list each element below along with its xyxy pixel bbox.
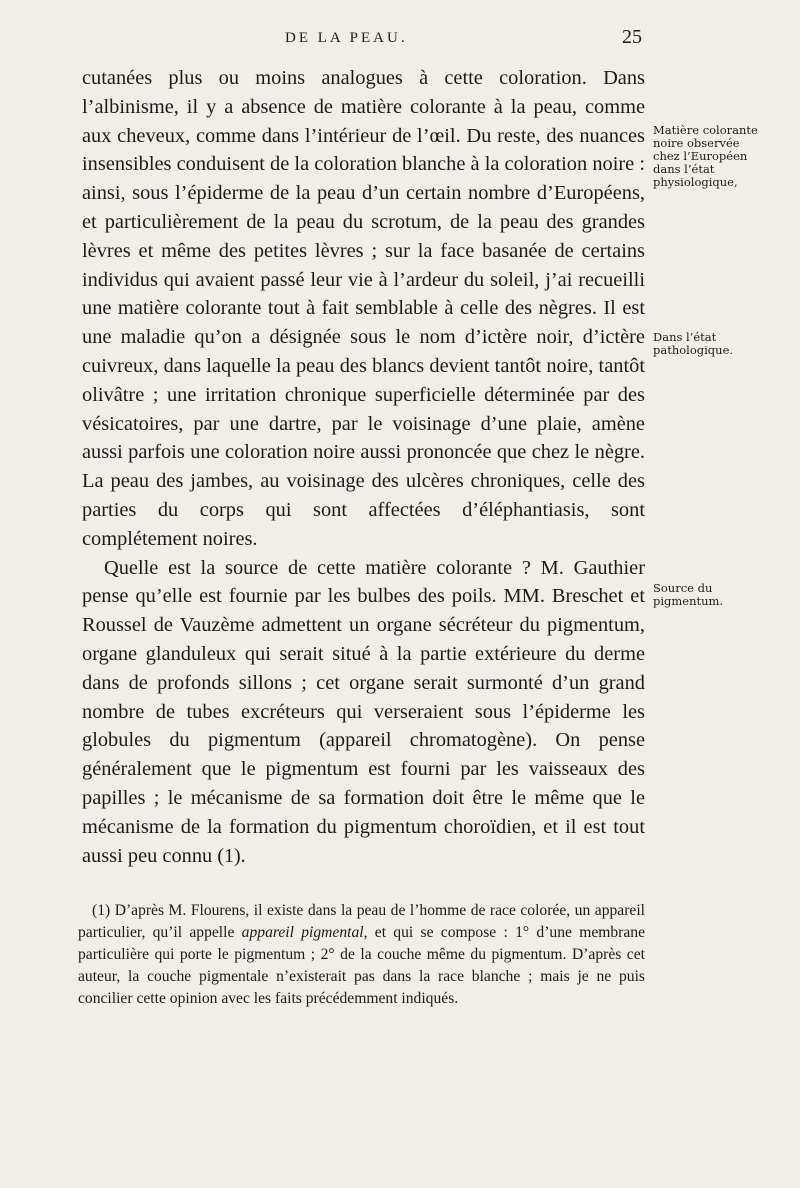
margin-note-pathological: Dans l’état pathologique. [653,330,734,357]
paragraph-1: cutanées plus ou moins analogues à cette coloration. Dans l’albinisme, il y a absence de matière colorante à la peau, comme aux cheveux, comme dans l’intérieur de l’œil. Du reste, des nuances insensibles conduisent de la coloration blanche à la coloration noire : ainsi, sous l’épiderme de la peau d’un certain nombre d’Européens, et particulièrement de la peau du scrotum, de la peau des grandes lèvres et même des petites lèvres ; sur la face basanée de certains individus qui avaient passé leur vie à l’ardeur du soleil, j’ai recueilli une matière colorante tout à fait semblable à celle des nègres. Il est une maladie qu’on a désignée sous le nom d’ictère noir, d’ictère cuivreux, dans laquelle la peau des blancs devient tantôt noire, tantôt olivâtre ; une irritation chronique superficielle déterminée par des vésicatoires, par une dartre, par le voisinage d’une plaie, amène aussi parfois une coloration noire aussi prononcée que chez le nègre. La peau des jambes, au voisinage des ulcères chroniques, celle des parties du corps qui sont affectées d’éléphantiasis, sont complétement noires. [82,67,645,550]
margin-note-physiological: Matière colorante noire observée chez l’Européen dans l’état physiologique, [653,123,758,189]
paragraph-2 [82,554,645,871]
running-title: DE LA PEAU. [285,30,408,46]
footnote-italic-term: appareil pigmental [241,924,364,941]
footnote-text-after: , et qui se compose : 1° d’une membrane particulière qui porte le pigmentum ; 2° de la couche même du pigmentum. D’après cet auteur, la couche pigmentale n’existerait pas dans la race blanche ; mais je ne puis concilier cette opinion avec les faits précédemment indiqués. [78,924,646,1007]
footnote [78,900,645,1010]
main-text [82,64,645,870]
paragraph-2-text: Quelle est la source de cette matière colorante ? M. Gauthier pense qu’elle est fournie par les bulbes des poils. MM. Breschet et Roussel de Vauzème admettent un organe sécréteur du pigmentum, organe glanduleux qui serait situé à la partie extérieure du derme dans de profonds sillons ; cet organe serait surmonté d’un grand nombre de tubes excréteurs qui verseraient sous l’épiderme les globules du pigmentum (appareil chromatogène). On pense généralement que le pigmentum est fourni par les vaisseaux des papilles ; le mécanisme de sa formation doit être le même que le mécanisme de la formation du pigmentum choroïdien, et il est tout aussi peu connu [82,556,645,867]
page-number: 25 [622,26,642,48]
margin-note-pigment-source: Source du pigmentum. [653,581,724,608]
footnote-text-before: (1) D’après M. Flourens, il existe dans la peau de l’homme de race colorée, un appareil particulier, qu’il appelle [78,902,645,941]
footnote-reference: (1). [217,844,246,867]
footnote-text [78,900,645,1010]
